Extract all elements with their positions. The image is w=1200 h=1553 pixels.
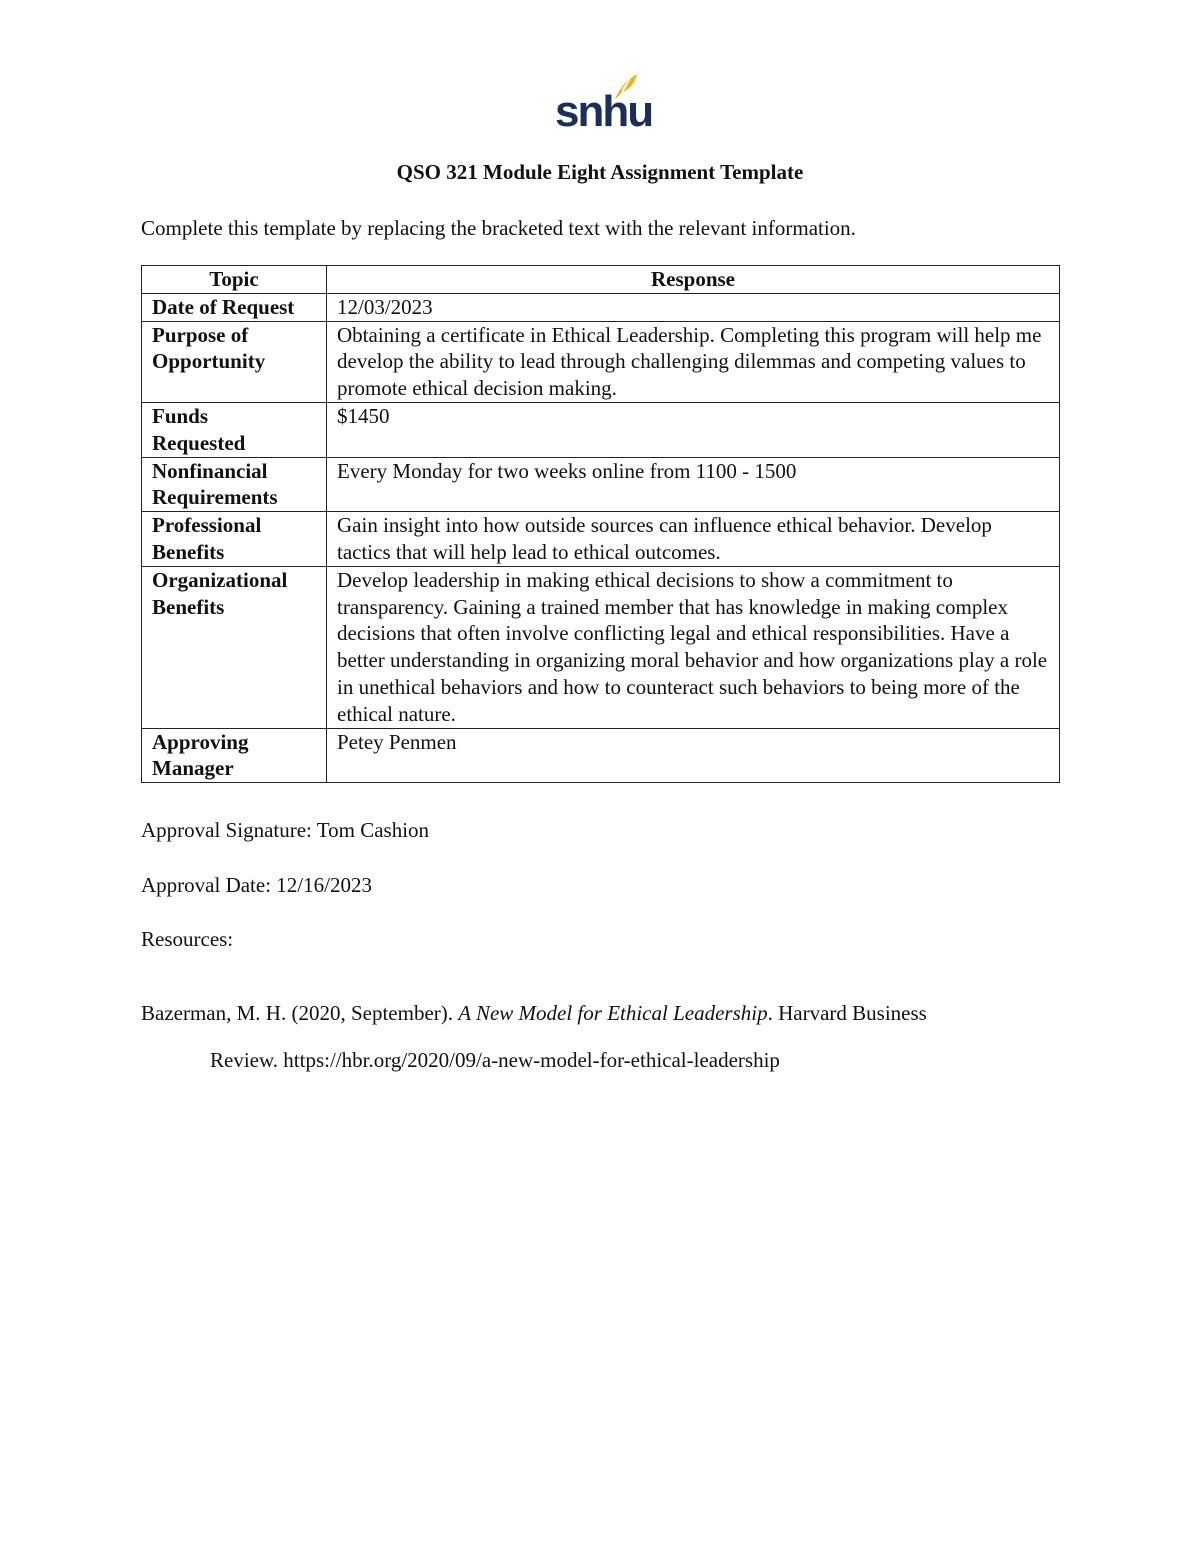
table-row: [142, 457, 1060, 512]
response-approving-manager: Petey Penmen: [337, 729, 457, 754]
row-topic: [142, 457, 327, 512]
row-response: [327, 321, 1060, 402]
row-topic: [142, 293, 327, 321]
row-topic: [142, 402, 327, 457]
row-topic: [142, 512, 327, 567]
citation-publisher-cont: Review.: [210, 1048, 284, 1072]
response-nonfinancial: Every Monday for two weeks online from 1100 - 1500: [337, 458, 797, 483]
table-row: [142, 321, 1060, 402]
approval-date: Approval Date: 12/16/2023: [141, 873, 372, 897]
table-row: [142, 402, 1060, 457]
response-funds: $1450: [337, 403, 390, 428]
row-topic: [142, 728, 327, 783]
document-title: QSO 321 Module Eight Assignment Template: [396, 160, 804, 184]
topic-approving-manager: Approving Manager: [152, 729, 249, 781]
response-organizational: Develop leadership in making ethical decisions to show a commitment to transparency. Gaining a trained member that has knowledge in making complex decisions that often involve conflicting legal and ethical responsibilities. Have a better understanding in organizing moral behavior and how organizations play a role in unethical behaviors and how to counteract such behaviors to being more of the ethical nature.: [337, 567, 1048, 726]
resources-label: Resources:: [141, 927, 234, 951]
citation-line-1: [141, 999, 927, 1027]
topic-purpose: Purpose of Opportunity: [152, 322, 266, 374]
row-topic: [142, 566, 327, 728]
row-response: [327, 402, 1060, 457]
snhu-logo: [555, 72, 653, 136]
row-response: [327, 457, 1060, 512]
response-purpose: Obtaining a certificate in Ethical Leadership. Completing this program will help me develop the ability to lead through challenging dilemmas and competing values to promote ethical decision making.: [337, 322, 1042, 401]
approval-signature: Approval Signature: Tom Cashion: [141, 818, 430, 842]
citation-line-2: [210, 1046, 780, 1074]
topic-nonfinancial: Nonfinancial Requirements: [152, 458, 278, 510]
citation-title: A New Model for Ethical Leadership: [458, 1001, 768, 1025]
response-date-of-request: 12/03/2023: [337, 294, 433, 319]
logo-wordmark: snhu: [555, 87, 653, 136]
topic-professional: Professional Benefits: [152, 513, 262, 564]
citation-url-link[interactable]: https://hbr.org/2020/09/a-new-model-for-ethical-leadership: [283, 1048, 780, 1072]
topic-header: Topic: [142, 266, 327, 294]
instructions-text: Complete this template by replacing the bracketed text with the relevant information.: [141, 216, 856, 240]
table-row: [142, 566, 1060, 728]
row-response: [327, 728, 1060, 783]
table-row: [142, 728, 1060, 783]
response-professional: Gain insight into how outside sources can influence ethical behavior. Develop tactics that will help lead to ethical outcomes.: [337, 513, 992, 564]
row-topic: [142, 321, 327, 402]
row-response: [327, 566, 1060, 728]
topic-date-of-request: Date of Request: [152, 294, 295, 319]
request-table: [141, 265, 1060, 783]
table-header-row: [142, 266, 1060, 294]
response-header: Response: [327, 266, 1060, 294]
topic-organizational: Organizational Benefits: [152, 567, 288, 619]
row-response: [327, 512, 1060, 567]
topic-funds: Funds Requested: [152, 403, 246, 455]
row-response: [327, 293, 1060, 321]
table-row: [142, 512, 1060, 567]
citation-publisher: . Harvard Business: [767, 1001, 927, 1025]
table-row: [142, 293, 1060, 321]
citation-authors: Bazerman, M. H. (2020, September).: [141, 1001, 459, 1025]
